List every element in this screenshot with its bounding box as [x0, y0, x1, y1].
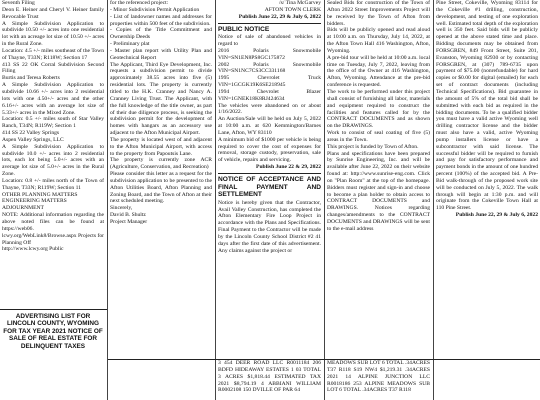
column-street-bids	[327, 0, 430, 357]
tax-list-column	[110, 360, 212, 400]
letter-paragraph: The property is located west of and adjacent to the Afton Municipal Airport, with access to the property from Papoutsis Lane.	[110, 136, 212, 157]
vehicle-entry: 1994 Chevrolet Blazer VIN=1GNEK18K8RJ424634	[218, 88, 321, 102]
item-applicant: Deon E. Heiner and Cheryl V. Heiner family Revocable Trust	[2, 6, 104, 20]
bid-paragraph: Work to consist of seal coating of five (5) areas in the Town.	[327, 130, 430, 143]
item-description: A Simple Subdivision Application to subdivide 10.0 +/- acres into 2 residential lots, each lot being 5.0+/- acres with an average lot size of 5.0+/- acres in the Rural Zone.	[2, 143, 104, 178]
publish-dates: Publish June 22, 29 & July 6, 2022	[238, 13, 321, 20]
column-subdivision-letter	[110, 0, 212, 357]
item-location: Location: 4.5 +/- miles southeast of the Town of Thayne, T33N; R118W; Section 17	[2, 47, 104, 61]
item-applicant: Burtis and Teresa Roberts	[2, 75, 60, 82]
letter-paragraph: The property is currently zone ACR (Agriculture, Conservation, and Recreation)	[110, 157, 212, 171]
item-heading: Seventh Filing	[2, 0, 35, 6]
bid-paragraph: Plans and specifications have been prepared by Sunrise Engineering, Inc. and will be available after June 22, 2022 on their website found at: http://www.sunrise-eng.com. Click on "Plan Room" at the top of the homepage. Bidders must register and sign-in and choose to become a plan holder to obtain access to CONTRACT DOCUMENTS and DRAWINGS. Notices regarding changes/amendments to the CONTRACT DOCUMENTS and DRAWINGS will be sent to the e-mail address	[327, 150, 430, 232]
notice-headline: NOTICE OF ACCEPTANCE AND FINAL PAYMENT AND SETTLEMENT	[218, 176, 321, 199]
letter-signer-title: Project Manager	[110, 219, 148, 225]
agenda-adjournment: ADJOURNMENT	[2, 205, 44, 212]
delinquent-tax-headline: ADVERTISING LIST FOR LINCOLN COUNTY, WYOMING FOR TAX YEAR 2021 NOTICE OF SALE OF REAL ESTATE FOR DELINQUENT TAXES	[3, 313, 103, 350]
notice-separator	[218, 23, 321, 24]
tax-list-column	[218, 360, 321, 400]
column-well-bids	[436, 0, 538, 357]
clerk-signature: /s/ Tina McGarvey	[279, 0, 321, 6]
vehicle-entry: 1995 Chevrolet Truck VIN=1GCGK19K6SE218945	[218, 75, 321, 89]
column-divider	[107, 0, 108, 400]
notice-headline: PUBLIC NOTICE	[218, 25, 270, 33]
column-divider	[433, 0, 434, 400]
letter-paragraph: The Applicant, Third Eye Development, Inc. requests a subdivision permit to divide approximately 38.55 acres into five (5) residential lots. The property is currently titled to the H.K. Cranney and Nancy A. Cranney Living Trust. The Applicant, with the full knowledge of the title owner, as part of their due diligence process, is seeking the subdivision permit for the development of homes with hangars as an accessory use adjacent to the Afton Municipal Airport.	[110, 61, 212, 137]
agenda-other-planning: OTHER PLANNING MATTERS	[2, 191, 78, 198]
vehicle-entry: 2002 Polaris Snowmobile VIN=SN1NC7CS3CC331168	[218, 61, 321, 75]
tax-list-column	[436, 360, 538, 400]
bid-paragraph: Bids will be publicly opened and read aloud at 10:00 a.m. on Thursday, July 14, 2022, at the Afton Town Hall 416 Washington, Afton, Wyoming.	[327, 27, 430, 54]
item-heading: 413 SS 22 OK Corral Subdivision Second Filing	[2, 61, 104, 75]
letter-list-item: - Preliminary plat	[110, 41, 150, 48]
letter-list-item: - Copies of the Title Commitment and Ownership Deeds	[110, 27, 212, 41]
bid-paragraph: A pre-bid tour will be held at 10:00 a.m. local time on Tuesday, July 7, 2022, leaving from the office of the Owner at 416 Washington, Afton, Wyoming. Attendance at the pre-bid conference is requested.	[327, 54, 430, 89]
item-applicant: Aspen Valley Springs, LLC	[2, 136, 64, 143]
agenda-engineering: ENGINEERING MATTERS	[2, 198, 67, 205]
notice-paragraph: Notice is hereby given that the Contractor, Avail Valley Construction, has completed the Afton Elementary Fire Loop Project in accordance with the Plans and Specifications. Final Payment to the Contractor will be made by the Lincoln County School District #2 41 days after the first date of this advertisement. Any claims against the project or	[218, 199, 321, 254]
column-public-notices	[218, 0, 321, 357]
tax-list-column	[327, 360, 430, 400]
letter-intro: for the referenced project:	[110, 0, 169, 6]
notice-paragraph: An Auction/Sale will be held on July 5, 2022 at 10:00 a.m. at 620 Kemmington/Barnes Lane, Afton, WY 83110	[218, 116, 321, 136]
bid-paragraph: The work to be performed under this project shall consist of furnishing all labor, materials and equipment required to construct the facilities and features called for by the CONTRACT DOCUMENTS and as shown on the DRAWINGS.	[327, 88, 430, 130]
bid-paragraph: Pine Street, Cokeville, Wyoming 83114 for the Cokeville #1 drilling, construction, development, and testing of one exploration well. Estimated total depth of the exploration well is 350 feet. Said bids will be publicly opened at the above stated time and place. Bidding documents may be obtained from FORSGREN, 849 Front Street, Suite 201, Evanston, Wyoming 82930 or by contacting FORSGREN, at (307) 789-6735 upon payment of $75.00 (nonrefundable) for hard copies or $0.00 for digital (emailed) for each set of contract documents (including Technical Specifications). Bid guarantee in the amount of 5% of the total bid shall be submitted with each bid as required in the bidding documents. To be a qualified bidder you must have a valid active Wyoming well drilling contractor license and the bidder must also have a valid, active Wyoming pump installers license or have a subcontractor with said license. The successful bidder will be required to furnish and pay for satisfactory performance and payment bonds in the amount of one hundred percent (100%) of the accepted bid. A Pre-Bid walk-through of the proposed work site will be conducted on July 5, 2022. The walk through will begin at 1:30 p.m. and will originate from the Cokeville Town Hall at 110 Pine Street.	[436, 0, 538, 212]
letter-list-item: - List of landowner names and addresses for properties within 500 feet of the subdivision.	[110, 13, 212, 27]
item-description: A Simple Subdivision Application to subdivide 10.50 +/- acres into one residential lot with an acreage lot size of 10.50 +/- acres in the Rural Zone.	[2, 20, 104, 48]
clerk-title: AFTON TOWN CLERK	[264, 6, 321, 13]
column-divider	[215, 0, 216, 400]
item-location: Location: 0.8 +/- miles north of the Town of Thayne, T33N; R119W; Section 11	[2, 177, 104, 191]
letter-signer: David B. Shultz	[110, 212, 146, 219]
notice-separator	[218, 173, 321, 174]
notice-paragraph: Notice of sale of abandoned vehicles in regard to	[218, 34, 321, 47]
item-location: Location: 0.5 +/- miles south of Star Valley Ranch, T34N; R119W; Section 1	[2, 116, 104, 130]
agenda-website: http://www.lcwy.org Public	[2, 246, 64, 253]
bid-paragraph: Sealed Bids for construction of the Town of Afton 2022 Street Improvements Project will be received by the Town of Afton from bidders.	[327, 0, 430, 27]
letter-list-item: - Minor Subdivision Permit Application	[110, 6, 200, 13]
column-divider	[324, 0, 325, 400]
publish-dates: Publish June 22, 29 & July 6, 2022	[455, 212, 538, 219]
section-separator	[0, 309, 107, 310]
notice-paragraph: The vehicles were abandoned on or about 1/16/2022.	[218, 102, 321, 116]
letter-paragraph: Please consider this letter as a request for the subdivision application to be presented to the Afton Utilities Board, Afton Planning and Zoning Board, and the Town of Afton at their next scheduled meeting.	[110, 171, 212, 205]
letter-list-item: - Master plan report with Utility Plan and Geotechnical Report	[110, 47, 212, 61]
agenda-note: NOTE: Additional information regarding the above noted files can be found at https://web06. lcwy.org/WebLink8/Browse.aspx Projects for Planning Off	[2, 212, 104, 246]
tax-list-text: MEADOWS SUB LOT 6 TOTAL .34ACRES T37 R118 S19 NW4 $1,219.31 .34ACRES 2021 14 ALPINE JUNCTION LLC R0018186 253 ALPINE MEADOWS SUB LOT 6 TOTAL .34ACRES T37 R118	[327, 360, 430, 394]
tax-list-text: 3 454 DEER ROAD LLC R0011184 206 BDFD HIDEAWAY ESTATES 1 03 TOTAL 3 ACRES $1,818.44 ESTIMATED TAX 2021 $8,794.19 4 ABBIANI WILLIAM R0002108 150 DVILLE OF PAR 64	[218, 360, 321, 394]
item-heading: 414 SS 22 Valley Springs	[2, 130, 60, 137]
publish-dates: Publish June 22 & 29, 2022	[256, 164, 321, 171]
notice-paragraph: A minimum bid of $1000 per vehicle is being required to cover the cost of expenses for removal, storage custody, preservation, sale of vehicle, repairs and servicing.	[218, 136, 321, 164]
letter-closing: Sincerely,	[110, 205, 133, 212]
vehicle-entry: 2016 Polaris Snowmobile VIN=SN1EN8PS8GC175872	[218, 47, 321, 61]
item-description: A Simple Subdivision Application to subdivide 10.66 +/- acres into 2 residential lots with one 4.50+/- acres and the other 6.16+/- acres with an average lot size of 5.33+/- acres in the Mixed Zone.	[2, 82, 104, 116]
column-planning-agenda	[2, 0, 104, 305]
bid-paragraph: This project is funded by Town of Afton.	[327, 143, 419, 150]
